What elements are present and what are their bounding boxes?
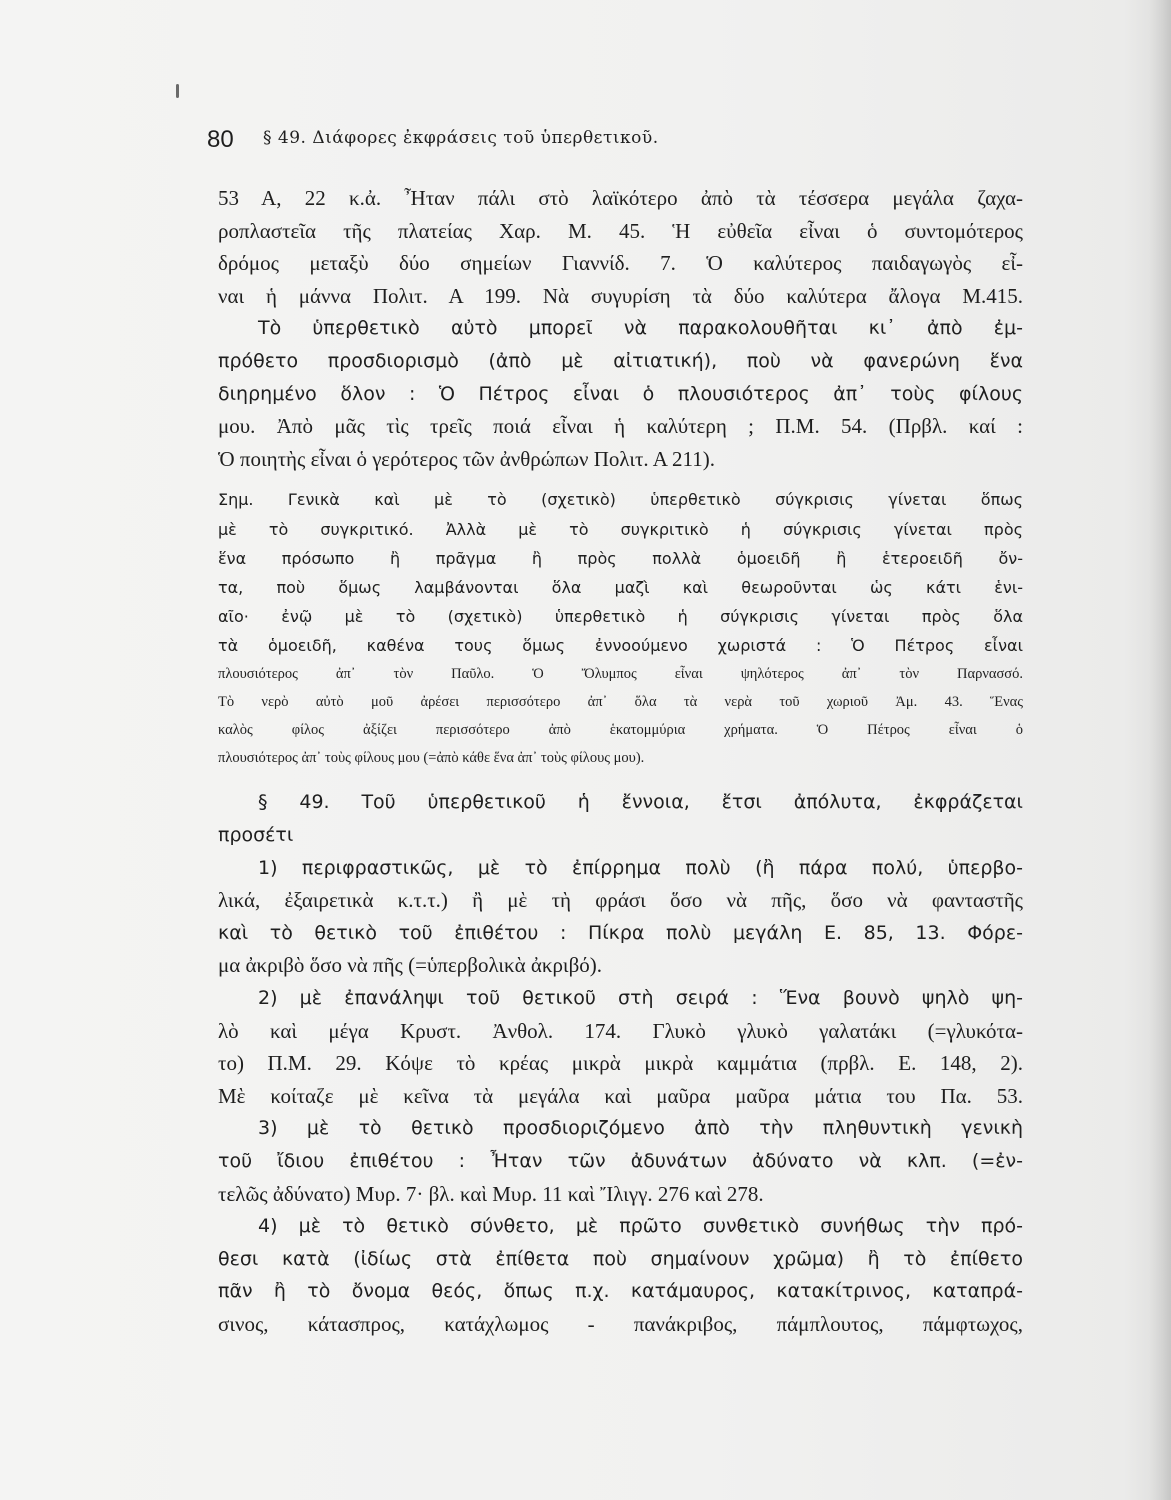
text-line: 2) μὲ ἐπανάληψι τοῦ θετικοῦ στὴ σειρά : Ἕνα βουνὸ ψηλὸ ψη- [258, 987, 1023, 1010]
note-line [218, 688, 1023, 716]
running-title: § 49. Διάφορες ἐκφράσεις τοῦ ὑπερθετικοῦ. [263, 128, 659, 148]
page-body [218, 182, 1023, 1341]
text-line: μα ἀκριβὸ ὅσο νὰ πῆς (=ὑπερβολικὰ ἀκριβό). [218, 953, 602, 978]
note-block [218, 485, 1023, 772]
note-line [218, 660, 1023, 688]
text-line: τελῶς ἀδύνατο) Μυρ. 7· βλ. καὶ Μυρ. 11 καὶ Ἴλιγγ. 276 καὶ 278. [218, 1181, 764, 1206]
text-line: ναι ἡ μάννα Πολιτ. Α 199. Νὰ συγυρίση τὰ δύο καλύτερα ἄλογα Μ.415. [218, 283, 1023, 308]
text-line: προσέτι [218, 824, 294, 847]
text-line: Ὁ ποιητὴς εἶναι ὁ γερότερος τῶν ἀνθρώπων Πολιτ. Α 211). [218, 446, 715, 471]
note-line: Σημ. Γενικὰ καὶ μὲ τὸ (σχετικὸ) ὑπερθετικὸ σύγκρισις γίνεται ὅπως [218, 490, 1023, 510]
page-header [207, 126, 1027, 156]
text-line: σινος, κάτασπρος, κατάχλωμος - πανάκριβος, πάμπλουτος, πάμφτωχος, [218, 1311, 1023, 1336]
scan-speck [176, 84, 179, 98]
note-line: τὰ ὁμοειδῆ, καθένα τους ὅμως ἐννοούμενο χωριστά : Ὁ Πέτρος εἶναι [218, 636, 1023, 656]
section-heading-line: § 49. Τοῦ ὑπερθετικοῦ ἡ ἔννοια, ἔτσι ἀπόλυτα, ἐκφράζεται [258, 791, 1023, 814]
note-line [218, 744, 1023, 772]
note-example: πλουσιότερος ἀπ᾽ τοὺς φίλους μου (=ἀπὸ κάθε ἕνα ἀπ᾽ τοὺς φίλους μου). [218, 750, 645, 767]
text-line: πρόθετο προσδιορισμὸ (ἀπὸ μὲ αἰτιατική), ποὺ νὰ φανερώνη ἕνα [218, 349, 1023, 372]
text-line: το) Π.Μ. 29. Κόψε τὸ κρέας μικρὰ μικρὰ καμμάτια (πρβλ. Ε. 148, 2). [218, 1051, 1023, 1076]
examples-paragraph [218, 182, 1023, 312]
note-example: καλὸς φίλος ἀξίζει περισσότερο ἀπὸ ἑκατομμύρια χρήματα. Ὁ Πέτρος εἶναι ὁ [218, 722, 1023, 739]
note-example: Τὸ νερὸ αὐτὸ μοῦ ἀρέσει περισσότερο ἀπ᾽ ὅλα τὰ νερὰ τοῦ χωριοῦ Ἀμ. 43. Ἕνας [218, 694, 1023, 711]
text-line: λικά, ἐξαιρετικὰ κ.τ.τ.) ἢ μὲ τὴ φράσι ὅσο νὰ πῆς, ὅσο νὰ φανταστῆς [218, 888, 1023, 913]
text-line: τοῦ ἴδιου ἐπιθέτου : Ἦταν τῶν ἀδυνάτων ἀδύνατο νὰ κλπ. (=ἐν- [218, 1150, 1023, 1172]
text-line: λὸ καὶ μέγα Κρυστ. Ἀνθολ. 174. Γλυκὸ γλυκὸ γαλατάκι (=γλυκότα- [218, 1018, 1023, 1043]
text-line: 4) μὲ τὸ θετικὸ σύνθετο, μὲ πρῶτο συνθετικὸ συνήθως τὴν πρό- [258, 1215, 1023, 1238]
text-line: 1) περιφραστικῶς, μὲ τὸ ἐπίρρημα πολὺ (ἢ πάρα πολύ, ὑπερβο- [258, 856, 1023, 879]
page-edge-shadow [1149, 0, 1171, 1500]
note-line: ἕνα πρόσωπο ἢ πρᾶγμα ἢ πρὸς πολλὰ ὁμοειδῆ ἢ ἑτεροειδῆ ὄν- [218, 548, 1023, 568]
text-line: πᾶν ἢ τὸ ὄνομα θεός, ὅπως π.χ. κατάμαυρος, κατακίτρινος, καταπρά- [218, 1280, 1023, 1303]
text-line: Τὸ ὑπερθετικὸ αὐτὸ μπορεῖ νὰ παρακολουθῆται κι᾽ ἀπὸ ἐμ- [258, 317, 1023, 340]
text-line: μου. Ἀπὸ μᾶς τὶς τρεῖς ποιά εἶναι ἡ καλύτερη ; Π.Μ. 54. (Πρβλ. καί : [218, 414, 1023, 439]
text-line: καὶ τὸ θετικὸ τοῦ ἐπιθέτου : Πίκρα πολὺ μεγάλη Ε. 85, 13. Φόρε- [218, 921, 1023, 944]
text-line: Μὲ κοίταζε μὲ κεῖνα τὰ μεγάλα καὶ μαῦρα μαῦρα μάτια του Πα. 53. [218, 1083, 1023, 1108]
text-line: δρόμος μεταξὺ δύο σημείων Γιαννίδ. 7. Ὁ καλύτερος παιδαγωγὸς εἶ- [218, 251, 1023, 276]
section-49 [218, 786, 1023, 1340]
note-line: αῖο· ἐνῷ μὲ τὸ (σχετικὸ) ὑπερθετικὸ ἡ σύγκρισις γίνεται πρὸς ὅλα [218, 607, 1023, 627]
note-example: πλουσιότερος ἀπ᾽ τὸν Παῦλο. Ὁ Ὄλυμπος εἶναι ψηλότερος ἀπ᾽ τὸν Παρνασσό. [218, 666, 1023, 683]
text-line: 53 Α, 22 κ.ἀ. Ἦταν πάλι στὸ λαϊκότερο ἀπὸ τὰ τέσσερα μεγάλα ζαχα- [218, 186, 1023, 210]
text-line: ροπλαστεῖα τῆς πλατείας Χαρ. Μ. 45. Ἡ εὐθεῖα εἶναι ὁ συντομότερος [218, 218, 1023, 243]
text-line: διηρημένο ὅλον : Ὁ Πέτρος εἶναι ὁ πλουσιότερος ἀπ᾽ τοὺς φίλους [218, 382, 1023, 405]
note-line [218, 716, 1023, 744]
text-line: θεσι κατὰ (ἰδίως στὰ ἐπίθετα ποὺ σημαίνουν χρῶμα) ἢ τὸ ἐπίθετο [218, 1247, 1023, 1270]
note-line: τα, ποὺ ὅμως λαμβάνονται ὅλα μαζὶ καὶ θεωροῦνται ὡς κάτι ἑνι- [218, 577, 1023, 597]
note-line: μὲ τὸ συγκριτικό. Ἀλλὰ μὲ τὸ συγκριτικὸ ἡ σύγκρισις γίνεται πρὸς [218, 519, 1023, 539]
page-number: 80 [207, 126, 234, 153]
prepositional-paragraph [218, 312, 1023, 475]
text-line: 3) μὲ τὸ θετικὸ προσδιοριζόμενο ἀπὸ τὴν πληθυντικὴ γενικὴ [258, 1117, 1023, 1140]
